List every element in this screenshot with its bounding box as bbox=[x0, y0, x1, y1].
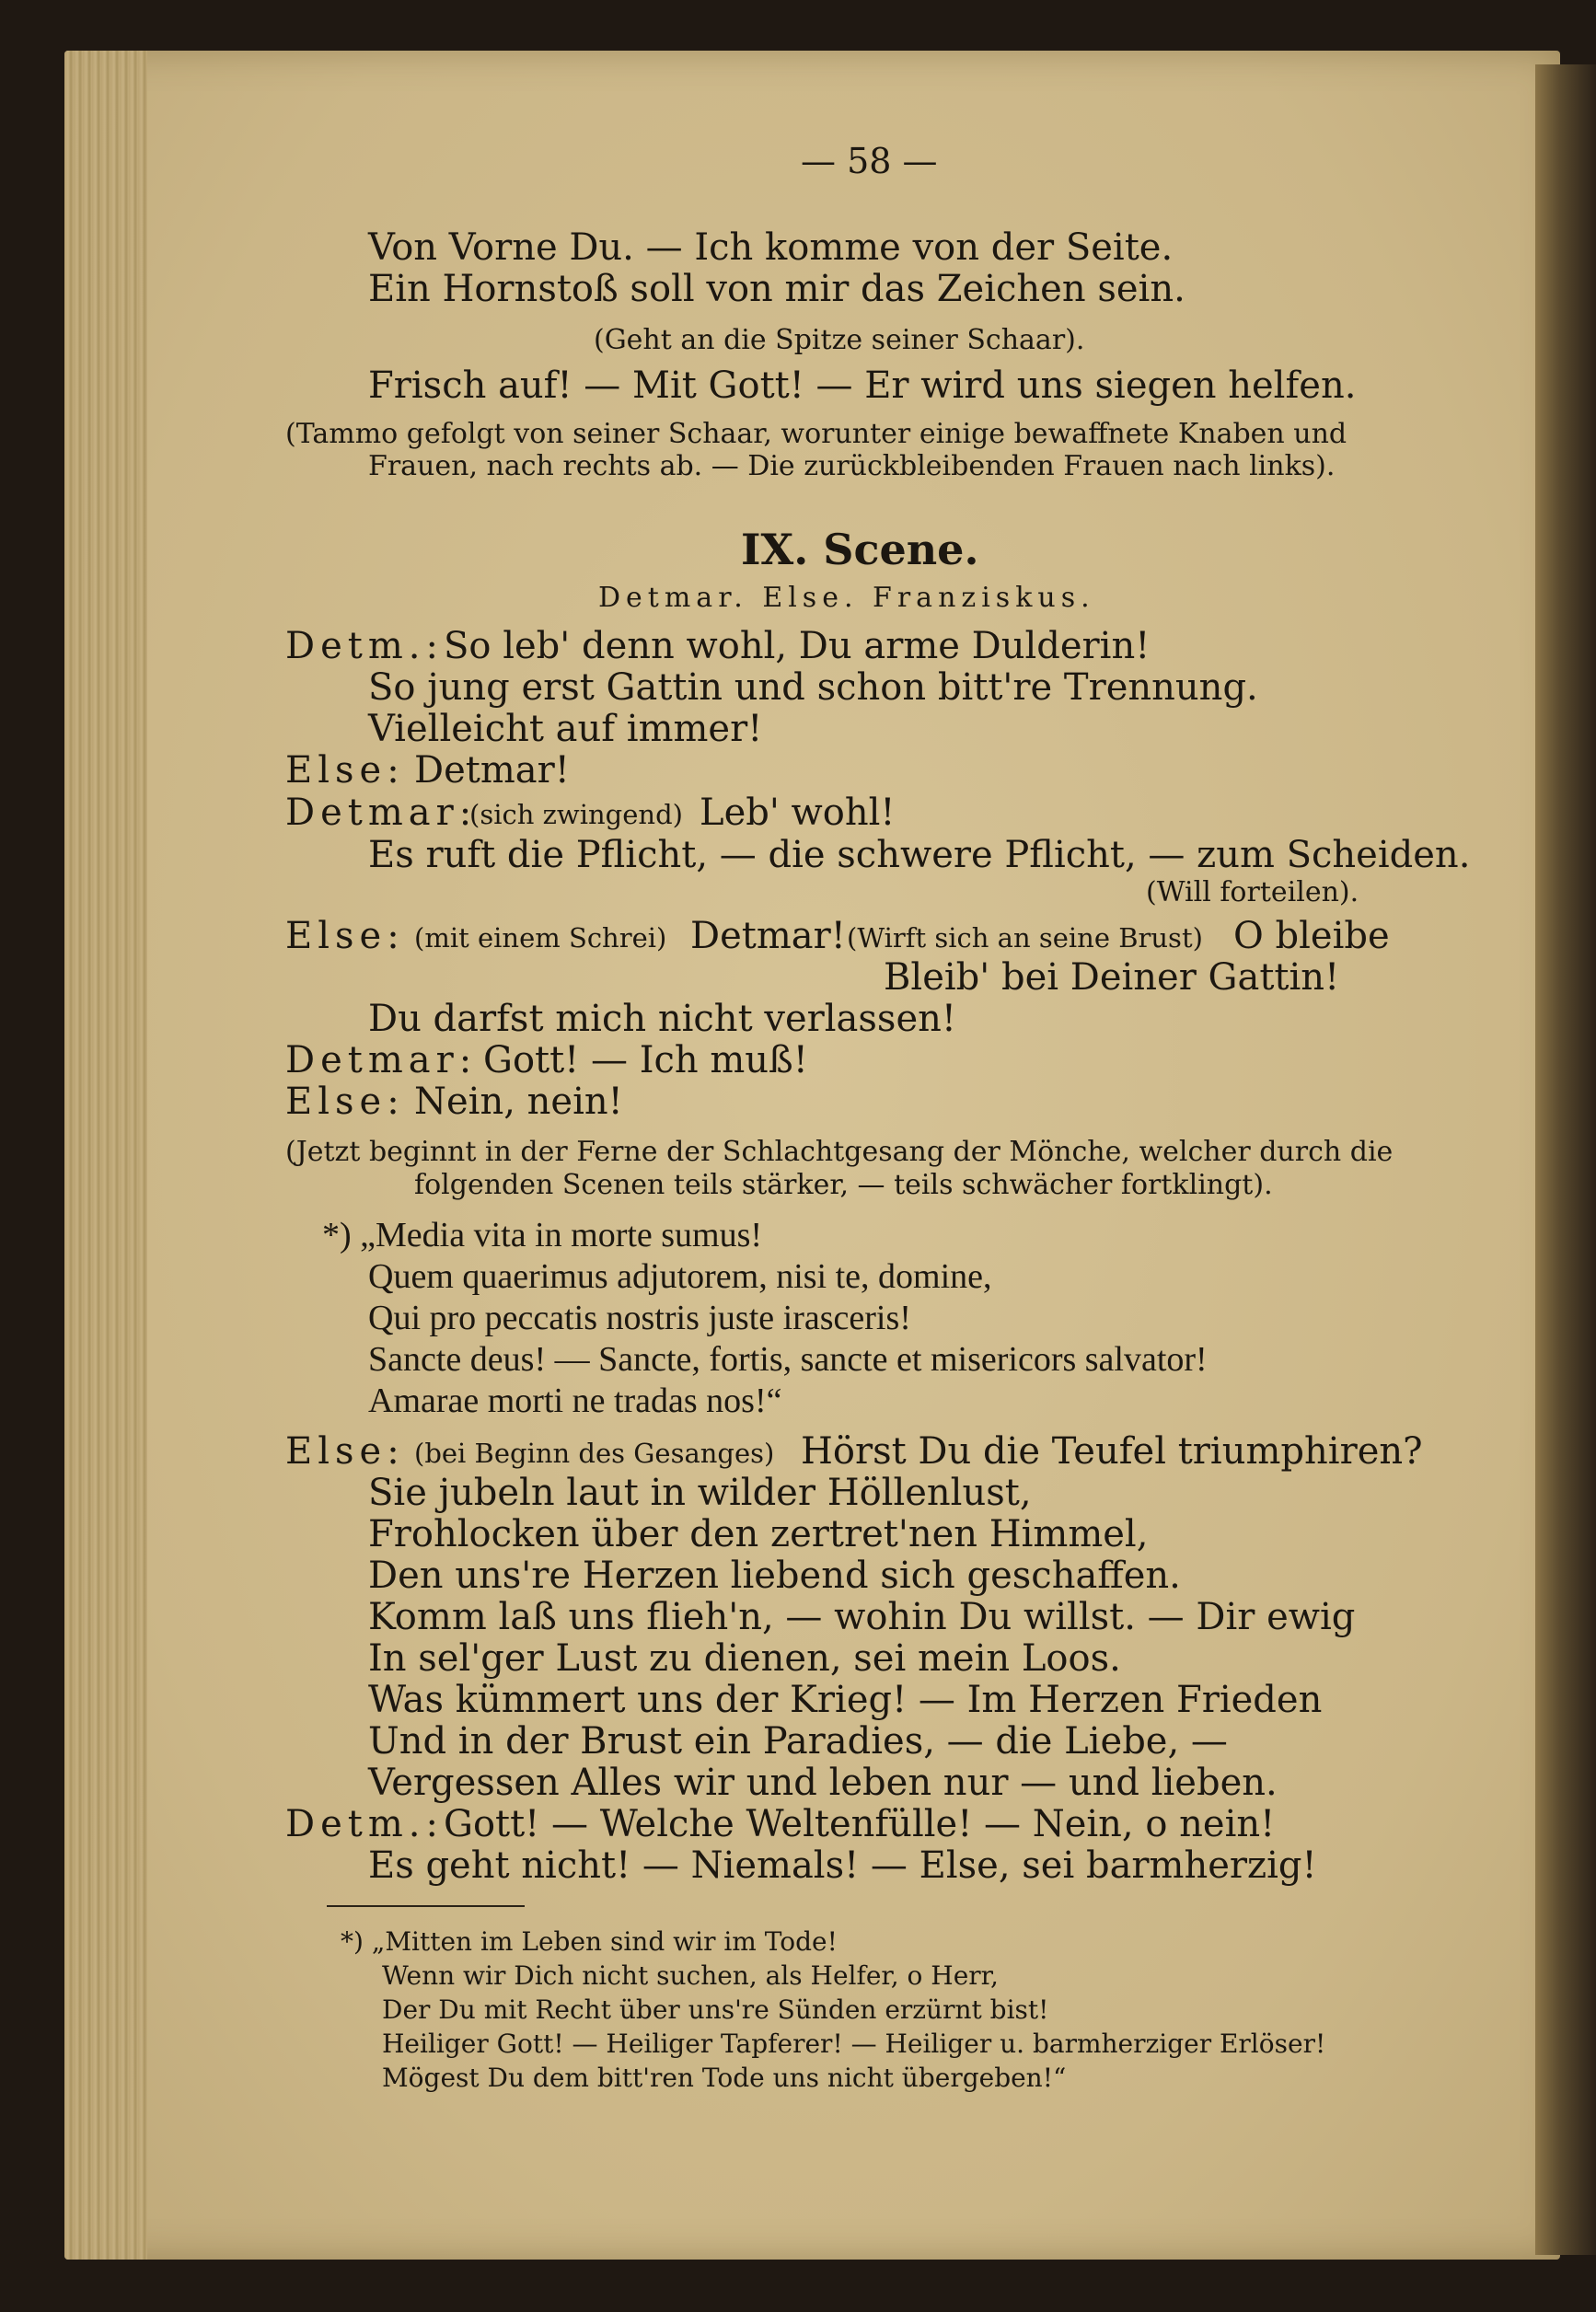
latin-verse: Quem quaerimus adjutorem, nisi te, domine, bbox=[368, 1257, 992, 1296]
verse-line: Bleib' bei Deiner Gattin! bbox=[884, 956, 1340, 999]
verse-line: Was kümmert uns der Krieg! — Im Herzen Frieden bbox=[368, 1679, 1323, 1721]
verse-line: Frisch auf! — Mit Gott! — Er wird uns siegen helfen. bbox=[368, 364, 1357, 407]
verse-line: Detmar! bbox=[414, 749, 570, 792]
verse-line: Gott! — Welche Weltenfülle! — Nein, o nein! bbox=[444, 1803, 1276, 1845]
speaker: Else: bbox=[285, 1430, 405, 1473]
stage-direction: (Geht an die Spitze seiner Schaar). bbox=[594, 324, 1085, 356]
book-page bbox=[64, 51, 1560, 2260]
stage-direction: Frauen, nach rechts ab. — Die zurückbleibenden Frauen nach links). bbox=[368, 450, 1336, 482]
footnote-rule bbox=[327, 1905, 525, 1907]
footnote-line: *) „Mitten im Leben sind wir im Tode! bbox=[341, 1926, 838, 1957]
verse-line: Ein Hornstoß soll von mir das Zeichen sein. bbox=[368, 268, 1185, 310]
stage-direction: (Wirft sich an seine Brust) bbox=[847, 922, 1203, 954]
verse-line: So jung erst Gattin und schon bitt're Trennung. bbox=[368, 666, 1258, 709]
verse-line: Du darfst mich nicht verlassen! bbox=[368, 998, 956, 1040]
stage-direction: (Will forteilen). bbox=[1146, 876, 1359, 908]
verse-line: Hörst Du die Teufel triumphiren? bbox=[801, 1430, 1423, 1473]
footnote-line: Wenn wir Dich nicht suchen, als Helfer, o Herr, bbox=[382, 1960, 999, 1991]
verse-line: Vergessen Alles wir und leben nur — und lieben. bbox=[368, 1762, 1278, 1804]
verse-line: Frohlocken über den zertret'nen Himmel, bbox=[368, 1513, 1149, 1555]
speaker: Else: bbox=[285, 915, 405, 957]
verse-line: Leb' wohl! bbox=[700, 792, 896, 834]
latin-verse: Sancte deus! — Sancte, fortis, sancte et misericors salvator! bbox=[368, 1340, 1208, 1379]
latin-verse: *) „Media vita in morte sumus! bbox=[322, 1216, 763, 1254]
verse-line: Vielleicht auf immer! bbox=[368, 708, 763, 750]
speaker: Detmar: bbox=[285, 1039, 478, 1081]
verse-line: Von Vorne Du. — Ich komme von der Seite. bbox=[368, 226, 1174, 269]
verse-line: Detmar! bbox=[690, 915, 846, 957]
stage-direction: (Tammo gefolgt von seiner Schaar, worunter einige bewaffnete Knaben und bbox=[285, 418, 1347, 450]
verse-line: O bleibe bbox=[1233, 915, 1390, 957]
verse-line: Sie jubeln laut in wilder Höllenlust, bbox=[368, 1472, 1032, 1514]
verse-line: Nein, nein! bbox=[414, 1081, 623, 1123]
latin-verse: Amarae morti ne tradas nos!“ bbox=[368, 1381, 782, 1420]
book-gutter bbox=[1535, 64, 1596, 2255]
dramatis-personae: Detmar. Else. Franziskus. bbox=[598, 582, 1095, 614]
stage-direction: (mit einem Schrei) bbox=[414, 922, 667, 954]
verse-line: Komm laß uns flieh'n, — wohin Du willst. — Dir ewig bbox=[368, 1596, 1356, 1638]
verse-line: Es ruft die Pflicht, — die schwere Pflicht, — zum Scheiden. bbox=[368, 834, 1471, 876]
verse-line: Und in der Brust ein Paradies, — die Liebe, — bbox=[368, 1720, 1228, 1763]
latin-verse: Qui pro peccatis nostris juste irasceris! bbox=[368, 1299, 911, 1337]
stage-direction: (Jetzt beginnt in der Ferne der Schlachtgesang der Mönche, welcher durch die bbox=[285, 1136, 1394, 1168]
speaker: Detm.: bbox=[285, 625, 444, 667]
page-text bbox=[64, 51, 1560, 2260]
verse-line: In sel'ger Lust zu dienen, sei mein Loos. bbox=[368, 1637, 1121, 1680]
footnote-line: Der Du mit Recht über uns're Sünden erzürnt bist! bbox=[382, 1994, 1049, 2025]
verse-line: Den uns're Herzen liebend sich geschaffen. bbox=[368, 1555, 1181, 1597]
stage-direction: (bei Beginn des Gesanges) bbox=[414, 1438, 775, 1469]
speaker: Else: bbox=[285, 749, 405, 792]
verse-line: Gott! — Ich muß! bbox=[483, 1039, 808, 1081]
speaker: Detm.: bbox=[285, 1803, 444, 1845]
footnote-line: Mögest Du dem bitt'ren Tode uns nicht übergeben!“ bbox=[382, 2063, 1067, 2093]
stage-direction: folgenden Scenen teils stärker, — teils schwächer fortklingt). bbox=[414, 1169, 1273, 1201]
verse-line: Es geht nicht! — Niemals! — Else, sei barmherzig! bbox=[368, 1844, 1317, 1887]
stage-direction: (sich zwingend) bbox=[469, 799, 683, 830]
verse-line: So leb' denn wohl, Du arme Dulderin! bbox=[444, 625, 1151, 667]
speaker: Else: bbox=[285, 1081, 405, 1123]
page-number: — 58 — bbox=[801, 141, 938, 181]
speaker: Detmar: bbox=[285, 792, 478, 834]
scene-heading: IX. Scene. bbox=[741, 525, 979, 574]
footnote-line: Heiliger Gott! — Heiliger Tapferer! — Heiliger u. barmherziger Erlöser! bbox=[382, 2029, 1326, 2059]
